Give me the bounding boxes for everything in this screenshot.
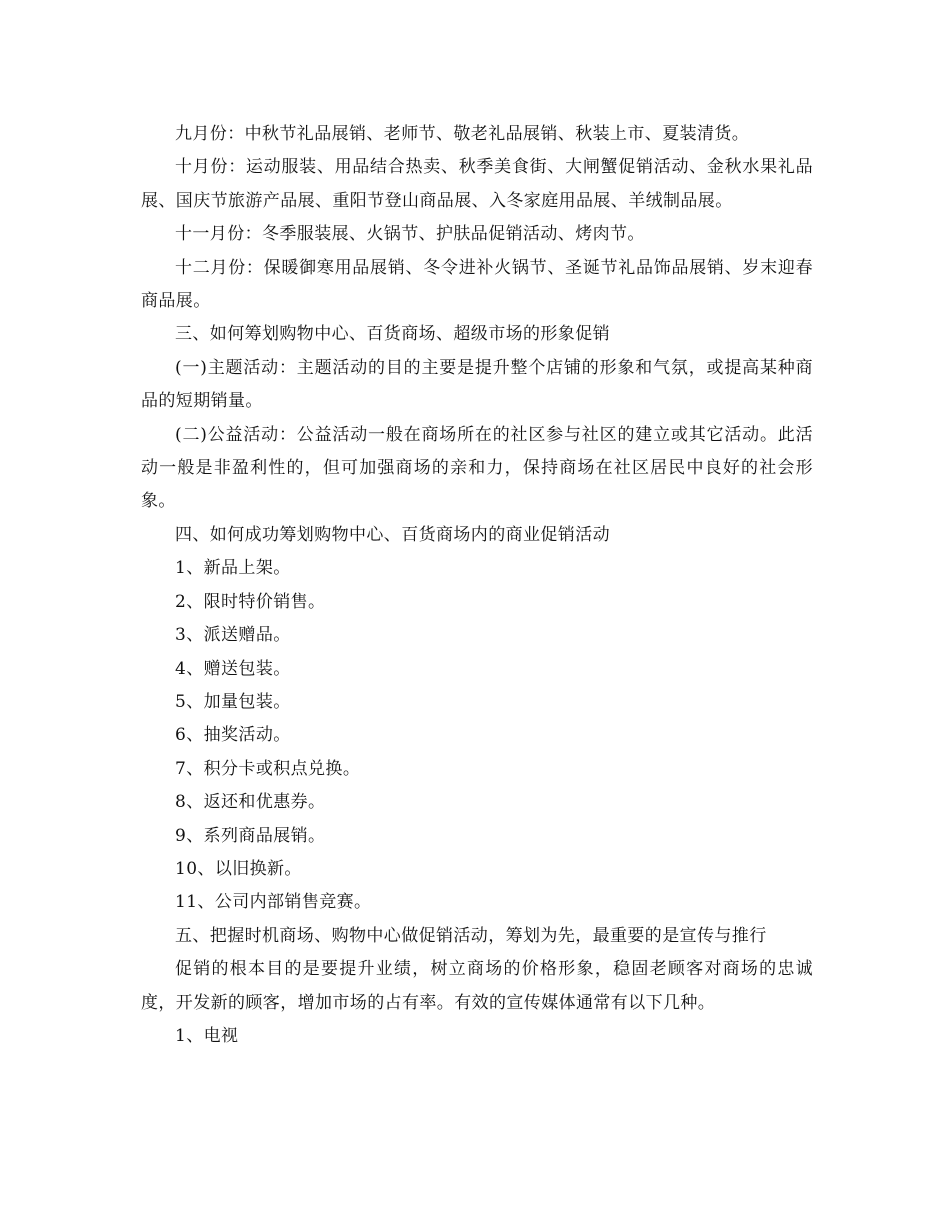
section-heading-4: 四、如何成功筹划购物中心、百货商场内的商业促销活动 (175, 524, 610, 545)
list-item: 3、派送赠品。 (175, 625, 291, 646)
list-item: 2、限时特价销售。 (175, 591, 326, 612)
list-item: 8、返还和优惠券。 (175, 792, 326, 813)
paragraph-october: 十月份：运动服装、用品结合热卖、秋季美食街、大闸蟹促销活动、金秋水果礼品展、国庆节旅游产品展、重阳节登山商品展、入冬家庭用品展、羊绒制品展。 (141, 157, 813, 211)
list-item: 7、积分卡或积点兑换。 (175, 758, 361, 779)
paragraph-promotion-purpose: 促销的根本目的是要提升业绩，树立商场的价格形象，稳固老顾客对商场的忠诚度，开发新的顾客，增加市场的占有率。有效的宣传媒体通常有以下几种。 (141, 959, 813, 1013)
list-item: 5、加量包装。 (175, 691, 291, 712)
section-heading-5: 五、把握时机商场、购物中心做促销活动，筹划为先，最重要的是宣传与推行 (175, 925, 767, 946)
document-body (141, 118, 813, 1053)
paragraph-public-welfare: (二)公益活动：公益活动一般在商场所在的社区参与社区的建立或其它活动。此活动一般是非盈利性的，但可加强商场的亲和力，保持商场在社区居民中良好的社会形象。 (141, 424, 813, 512)
list-item: 4、赠送包装。 (175, 658, 291, 679)
list-item-tv: 1、电视 (175, 1025, 239, 1046)
paragraph-november: 十一月份：冬季服装展、火锅节、护肤品促销活动、烤肉节。 (175, 224, 645, 245)
section-heading-3: 三、如何筹划购物中心、百货商场、超级市场的形象促销 (175, 324, 610, 345)
paragraph-december: 十二月份：保暖御寒用品展销、冬令进补火锅节、圣诞节礼品饰品展销、岁末迎春商品展。 (141, 257, 813, 312)
list-item: 10、以旧换新。 (175, 858, 302, 879)
paragraph-theme-activity: (一)主题活动：主题活动的目的主要是提升整个店铺的形象和气氛，或提高某种商品的短期销量。 (141, 357, 813, 412)
list-item: 9、系列商品展销。 (175, 825, 326, 846)
list-item: 6、抽奖活动。 (175, 725, 291, 746)
paragraph-september: 九月份：中秋节礼品展销、老师节、敬老礼品展销、秋装上市、夏装清货。 (175, 124, 750, 144)
list-item: 11、公司内部销售竞赛。 (175, 892, 372, 913)
list-item: 1、新品上架。 (175, 558, 291, 579)
